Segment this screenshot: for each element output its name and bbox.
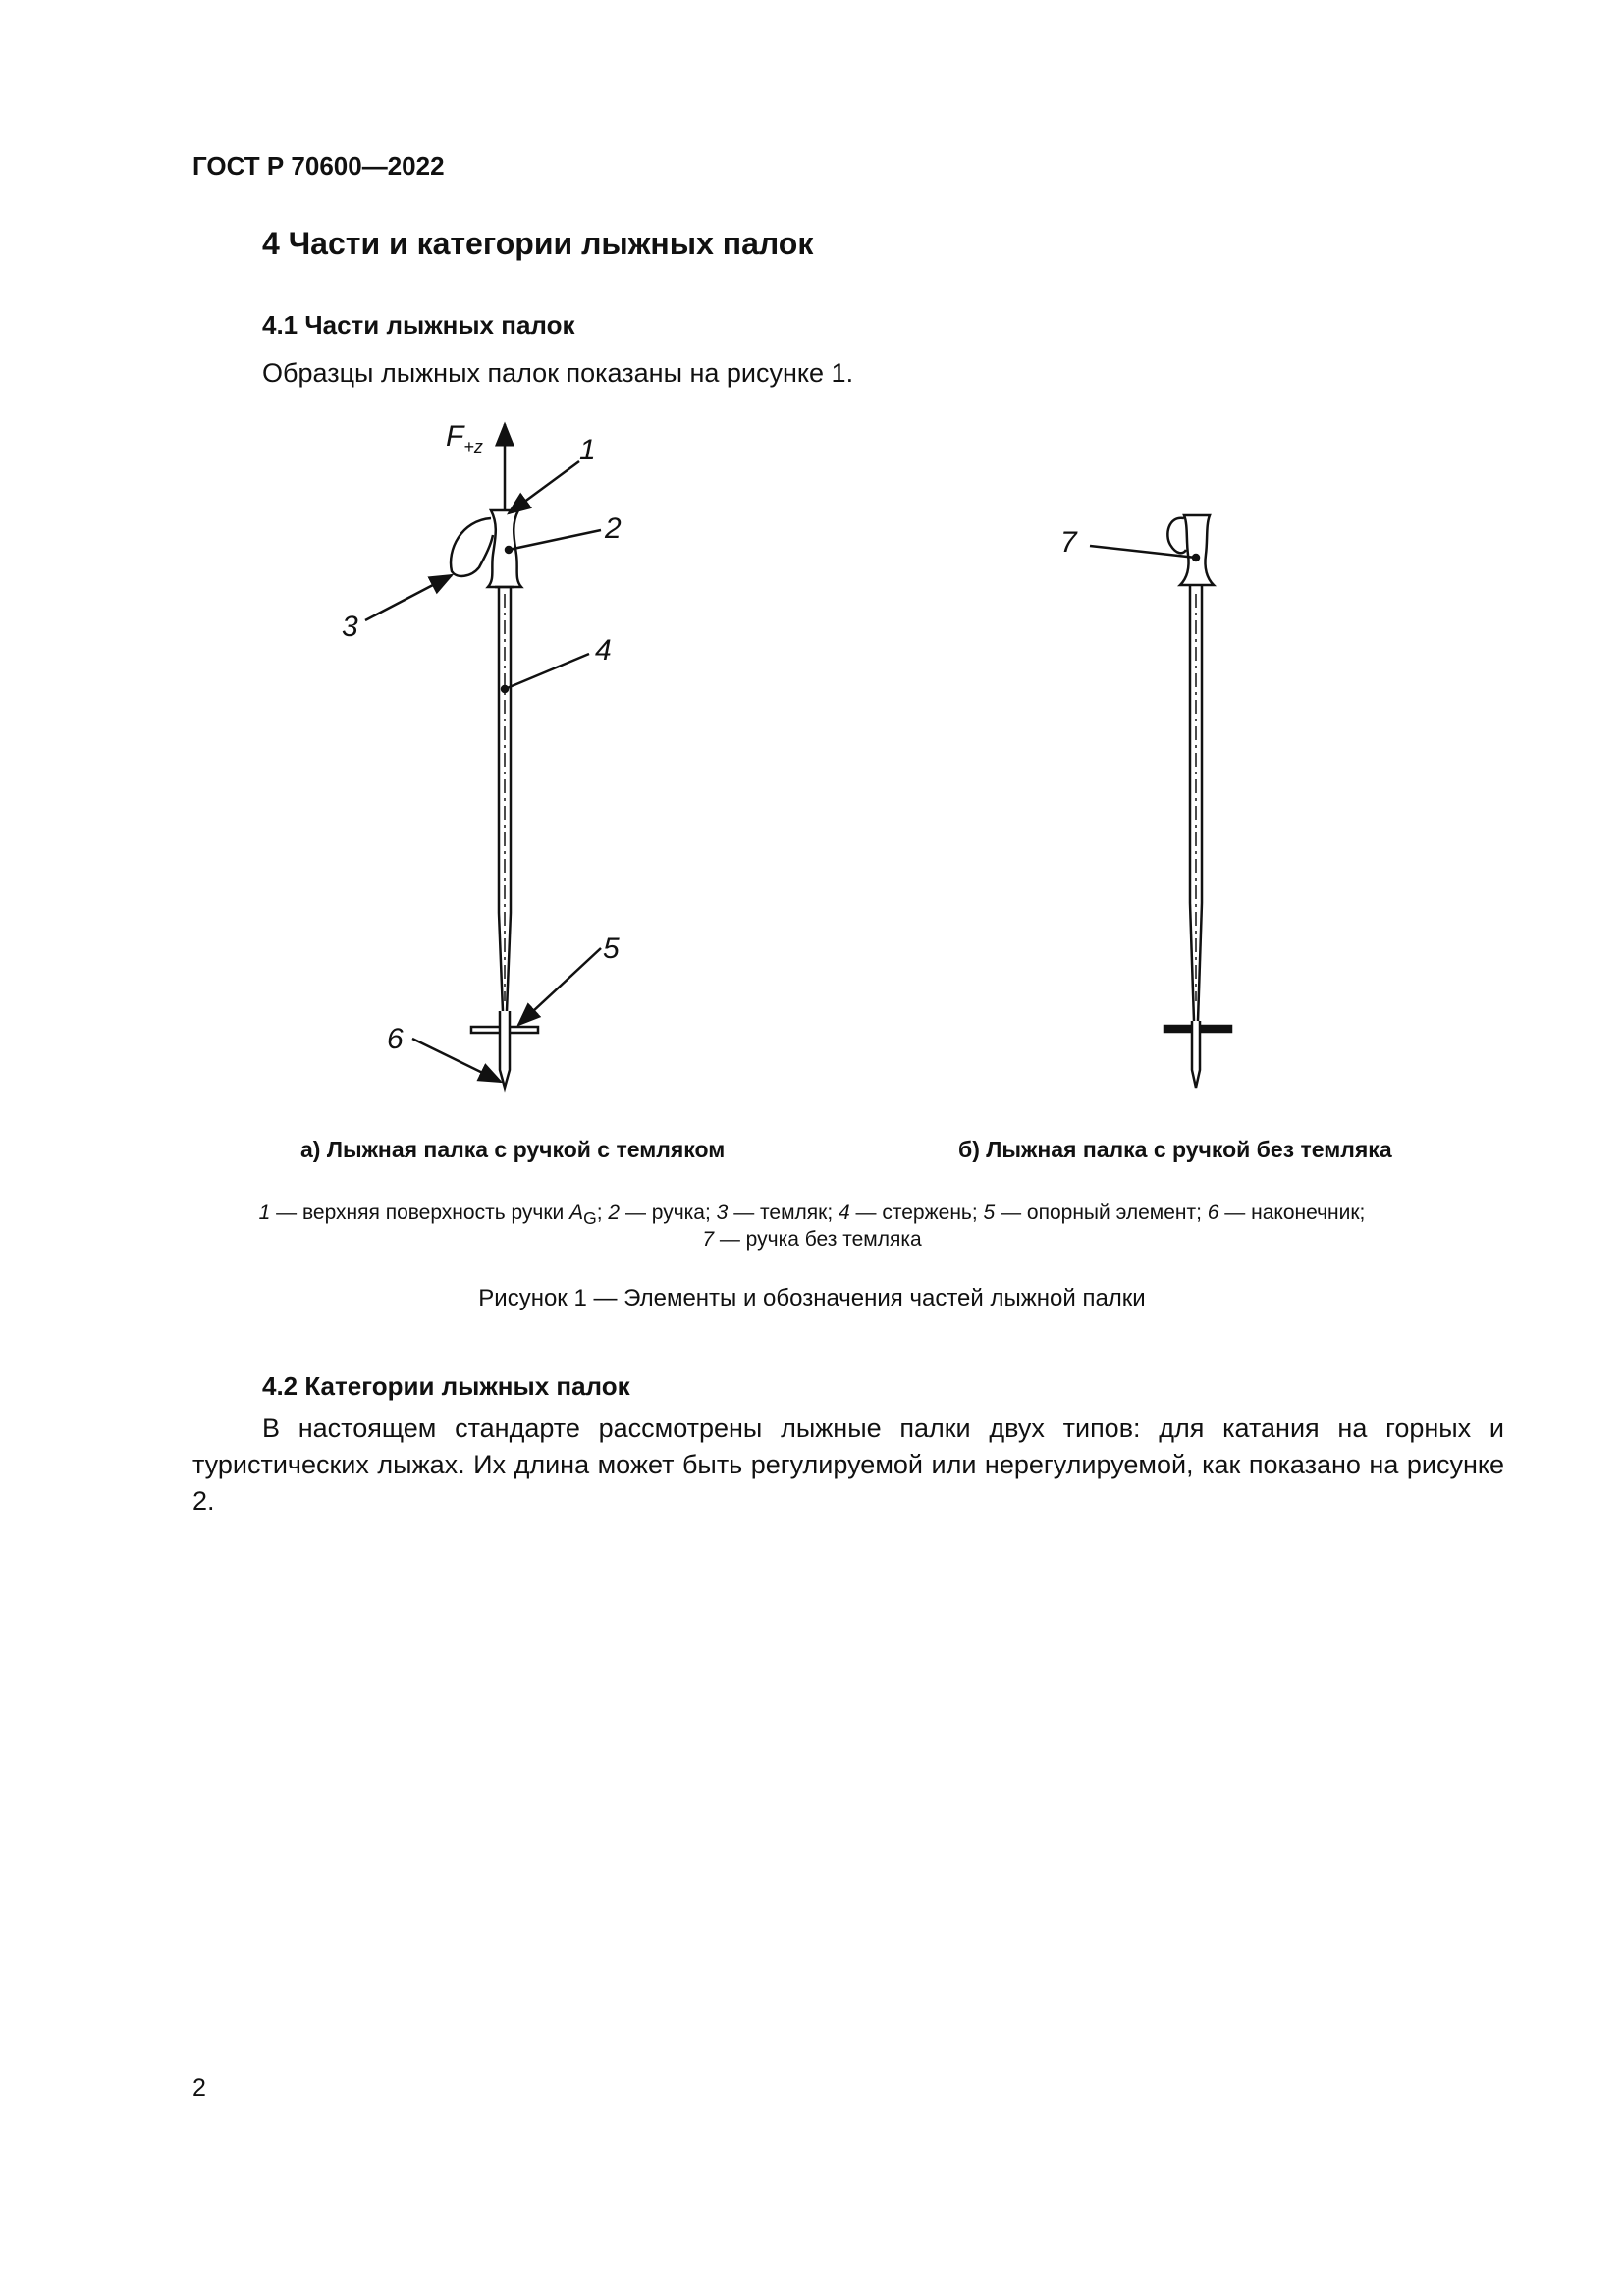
leader-3 (365, 575, 452, 620)
document-id: ГОСТ Р 70600—2022 (192, 151, 445, 181)
subsection-title-4-2: 4.2 Категории лыжных палок (262, 1371, 630, 1401)
intro-paragraph: Образцы лыжных палок показаны на рисунке 1. (262, 358, 854, 388)
label-3: 3 (342, 611, 358, 643)
figure-legend-line-1: 1 — верхняя поверхность ручки $A_G$; 2 — ручка; 3 — темляк; 4 — стержень; 5 — опорный элемент; 6 — наконечник; (258, 1201, 1366, 1229)
leader-1 (509, 461, 579, 513)
leader-2-dot (506, 547, 512, 553)
ski-pole-with-strap (365, 424, 601, 1088)
label-7: 7 (1060, 526, 1077, 559)
leader-4 (505, 654, 589, 689)
ski-pole-without-strap (1090, 515, 1231, 1088)
figure-legend-line-2: 7 — ручка без темляка (702, 1228, 922, 1251)
page-number: 2 (192, 2074, 206, 2102)
leader-7-dot (1193, 555, 1199, 561)
leader-5 (518, 948, 601, 1025)
figure-caption: Рисунок 1 — Элементы и обозначения частей лыжной палки (478, 1285, 1146, 1311)
tip-a (500, 1011, 510, 1088)
label-1: 1 (579, 434, 596, 466)
label-6: 6 (387, 1023, 404, 1055)
categories-paragraph: В настоящем стандарте рассмотрены лыжные палки двух типов: для катания на горных и туристических лыжах. Их длина может быть регулируемой или нерегулируемой, как показано на рисунке 2. (192, 1414, 1504, 1516)
strap-a (451, 518, 493, 576)
subcaption-a: а) Лыжная палка с ручкой с темляком (300, 1137, 726, 1162)
label-4: 4 (595, 634, 612, 667)
label-2: 2 (605, 512, 622, 545)
leader-4-dot (502, 686, 508, 692)
section-title: 4 Части и категории лыжных палок (262, 226, 814, 261)
leader-6 (412, 1039, 501, 1082)
force-label: $F_{+z}$ (446, 420, 483, 456)
leader-2 (509, 530, 601, 550)
tip-b (1192, 1021, 1200, 1088)
subcaption-b: б) Лыжная палка с ручкой без темляка (958, 1137, 1392, 1162)
subsection-title-4-1: 4.1 Части лыжных палок (262, 310, 575, 340)
label-5: 5 (603, 933, 620, 965)
